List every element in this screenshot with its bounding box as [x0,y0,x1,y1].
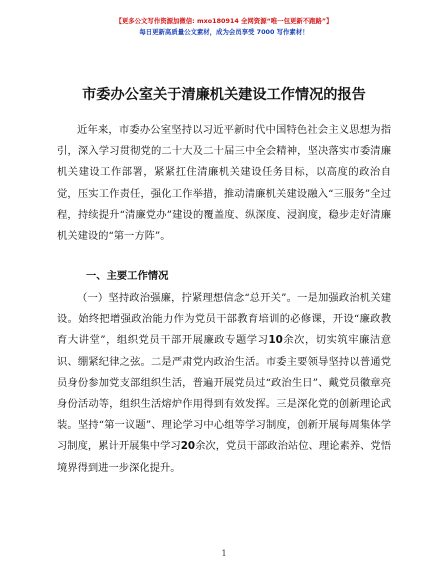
section-paragraph [57,288,391,479]
page-number: 1 [221,549,227,558]
paragraph-text-part-3: 余次，党员干部政治站位、理论素养、党悟境界得到进一步深化提升。 [57,440,392,474]
intro-paragraph: 近年来，市委办公室坚持以习近平新时代中国特色社会主义思想为指引，深入学习贯彻党的二十大及二十届三中全会精神，坚决落实市委清廉机关建设工作部署，紧紧扛住清廉机关建设任务目标，以高度的政治自觉，压实工作责任，强化工作举措，推动清廉机关建设融入“三服务”全过程，持续提升“清廉党办”建设的覆盖度、纵深度、浸润度，稳步走好清廉机关建设的“第一方阵”。 [57,124,391,243]
section-heading: 一、主要工作情况 [86,270,169,282]
promo-banner-line-1: 【更多公文写作资源加微信: mxo180914 全网资源“唯一包更新不跑路”】 [115,17,333,25]
document-title: 市委办公室关于清廉机关建设工作情况的报告 [82,87,366,103]
paragraph-text-part-2: 余次，切实筑牢廉洁意识、绷紧纪律之弦。二是严肃党内政治生活。市委主要领导坚持以普通党员身份参加党支部组织生活，普遍开展党员过“政治生日”、戴党员徽章亮身份活动等，组织生活熔炉作用得到有效发挥。三是深化党的创新理论武装。坚持“第一议题”、理论学习中心组等学习制度，创新开展每周集体学习制度，累计开展集中学习 [57,334,392,453]
count-value: 20 [180,440,196,453]
count-value: 10 [268,334,283,347]
promo-banner-line-2: 每日更新高质量公文素材，成为会员享受 7000 写作素材！ [139,28,309,36]
paragraph-text-part-1: （一）坚持政治强廉，拧紧理想信念“总开关”。一是加强政治机关建设。始终把增强政治能力作为党员干部教育培训的必修课，开设“廉政教育大讲堂”，组织党员干部开展廉政专题学习 [57,292,391,347]
